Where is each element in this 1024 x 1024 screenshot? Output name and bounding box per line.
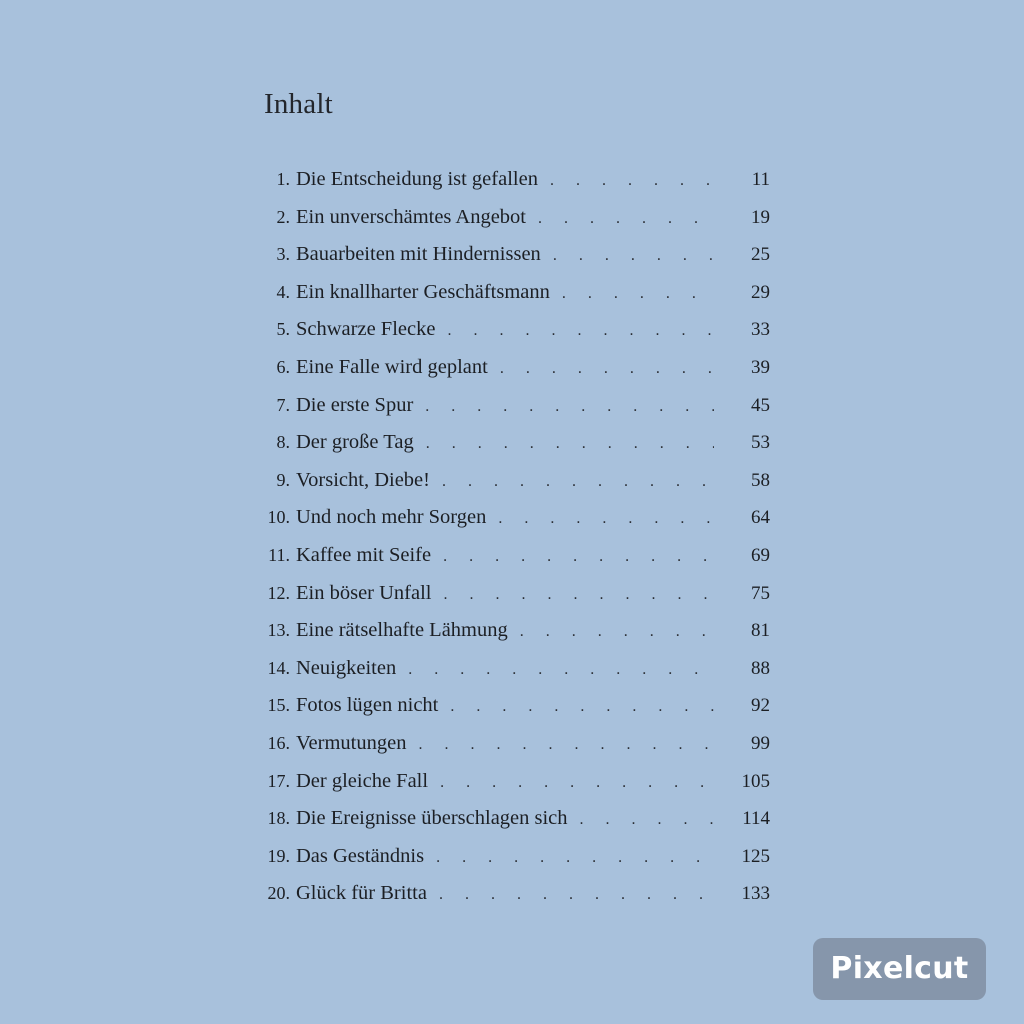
chapter-title: Das Geständnis xyxy=(296,844,425,867)
chapter-number: 13. xyxy=(267,620,290,641)
chapter-number: 6. xyxy=(276,356,290,377)
chapter-page-number: 11 xyxy=(751,169,770,190)
toc-entry xyxy=(240,619,770,657)
chapter-number: 5. xyxy=(276,319,290,340)
dot-leader xyxy=(486,510,714,528)
chapter-number: 8. xyxy=(276,432,290,453)
chapter-title: Vermutungen xyxy=(296,731,407,754)
chapter-page-number: 105 xyxy=(741,770,770,792)
toc-entry xyxy=(240,732,770,770)
chapter-page-number: 125 xyxy=(741,845,770,867)
toc-entry xyxy=(240,469,770,507)
chapter-title: Glück für Britta xyxy=(296,882,427,905)
dot-leader xyxy=(428,774,714,792)
toc-entry xyxy=(240,694,770,732)
chapter-page-number: 92 xyxy=(751,695,770,717)
chapter-page-number: 19 xyxy=(751,206,770,228)
chapter-page-number: 75 xyxy=(751,582,770,604)
dot-leader xyxy=(432,586,715,604)
chapter-title: Kaffee mit Seife xyxy=(296,543,432,566)
toc-entry xyxy=(240,582,770,620)
dot-leader xyxy=(427,886,714,904)
chapter-page-number: 58 xyxy=(751,469,770,491)
chapter-page-number: 69 xyxy=(751,544,770,566)
chapter-title: Eine Falle wird geplant xyxy=(296,355,488,378)
chapter-title: Ein knallharter Geschäftsmann xyxy=(296,280,550,303)
toc-entry xyxy=(240,281,770,319)
chapter-page-number: 64 xyxy=(751,507,770,529)
toc-entry xyxy=(240,506,770,544)
chapter-title: Bauarbeiten mit Hindernissen xyxy=(296,243,541,266)
chapter-number: 12. xyxy=(267,582,290,603)
dot-leader xyxy=(431,548,714,566)
page-title: Inhalt xyxy=(264,88,333,120)
toc-entry xyxy=(240,770,770,808)
toc-entry xyxy=(240,394,770,432)
dot-leader xyxy=(438,698,714,716)
chapter-number: 10. xyxy=(267,507,290,528)
dot-leader xyxy=(541,247,714,265)
toc-entry xyxy=(240,356,770,394)
toc-entry xyxy=(240,657,770,695)
dot-leader xyxy=(488,360,714,378)
dot-leader xyxy=(508,623,714,641)
toc-entry xyxy=(240,544,770,582)
dot-leader xyxy=(396,661,714,679)
chapter-number: 19. xyxy=(267,845,290,866)
chapter-number: 20. xyxy=(267,883,290,904)
dot-leader xyxy=(414,435,714,453)
chapter-number: 17. xyxy=(267,770,290,791)
chapter-page-number: 81 xyxy=(751,620,770,642)
chapter-page-number: 25 xyxy=(751,244,770,266)
chapter-title: Die erste Spur xyxy=(296,393,414,416)
toc-entry xyxy=(240,431,770,469)
toc-entry xyxy=(240,845,770,883)
chapter-number: 14. xyxy=(267,657,290,678)
toc-entry xyxy=(240,318,770,356)
dot-leader xyxy=(406,736,714,754)
chapter-page-number: 53 xyxy=(751,432,770,454)
pixelcut-watermark-badge: Pixelcut xyxy=(813,938,986,1000)
toc-entry xyxy=(240,206,770,244)
chapter-number: 4. xyxy=(276,281,290,302)
chapter-number: 18. xyxy=(267,808,290,829)
chapter-number: 16. xyxy=(267,732,290,753)
chapter-title: Eine rätselhafte Lähmung xyxy=(296,619,508,642)
chapter-page-number: 33 xyxy=(751,319,770,341)
dot-leader xyxy=(568,811,714,829)
chapter-title: Ein unverschämtes Angebot xyxy=(296,205,527,228)
chapter-title: Fotos lügen nicht xyxy=(296,694,439,717)
chapter-page-number: 45 xyxy=(751,394,770,416)
dot-leader xyxy=(538,172,714,190)
chapter-number: 11. xyxy=(268,544,290,565)
chapter-title: Der große Tag xyxy=(296,431,414,454)
chapter-title: Neuigkeiten xyxy=(296,656,397,679)
chapter-number: 15. xyxy=(267,695,290,716)
chapter-title: Schwarze Flecke xyxy=(296,318,436,341)
toc-entry xyxy=(240,882,770,920)
chapter-number: 9. xyxy=(276,469,290,490)
chapter-title: Ein böser Unfall xyxy=(296,581,432,604)
chapter-page-number: 88 xyxy=(751,657,770,679)
chapter-number: 7. xyxy=(276,394,290,415)
chapter-page-number: 39 xyxy=(751,356,770,378)
chapter-title: Die Ereignisse überschlagen sich xyxy=(296,807,568,830)
dot-leader xyxy=(435,322,714,340)
chapter-number: 2. xyxy=(276,206,290,227)
toc-entry xyxy=(240,807,770,845)
dot-leader xyxy=(550,285,714,303)
chapter-number: 1. xyxy=(276,169,290,189)
chapter-title: Die Entscheidung ist gefallen xyxy=(296,168,538,190)
toc-entry xyxy=(240,243,770,281)
chapter-page-number: 133 xyxy=(741,883,770,905)
chapter-number: 3. xyxy=(276,244,290,265)
chapter-page-number: 29 xyxy=(751,281,770,303)
toc-entry xyxy=(240,168,770,206)
chapter-title: Und noch mehr Sorgen xyxy=(296,506,487,529)
dot-leader xyxy=(430,473,714,491)
chapter-page-number: 114 xyxy=(742,808,770,830)
dot-leader xyxy=(413,398,714,416)
chapter-page-number: 99 xyxy=(751,732,770,754)
table-of-contents xyxy=(240,168,770,920)
dot-leader xyxy=(424,849,714,867)
dot-leader xyxy=(526,210,714,228)
chapter-title: Der gleiche Fall xyxy=(296,769,429,792)
chapter-title: Vorsicht, Diebe! xyxy=(296,468,430,491)
